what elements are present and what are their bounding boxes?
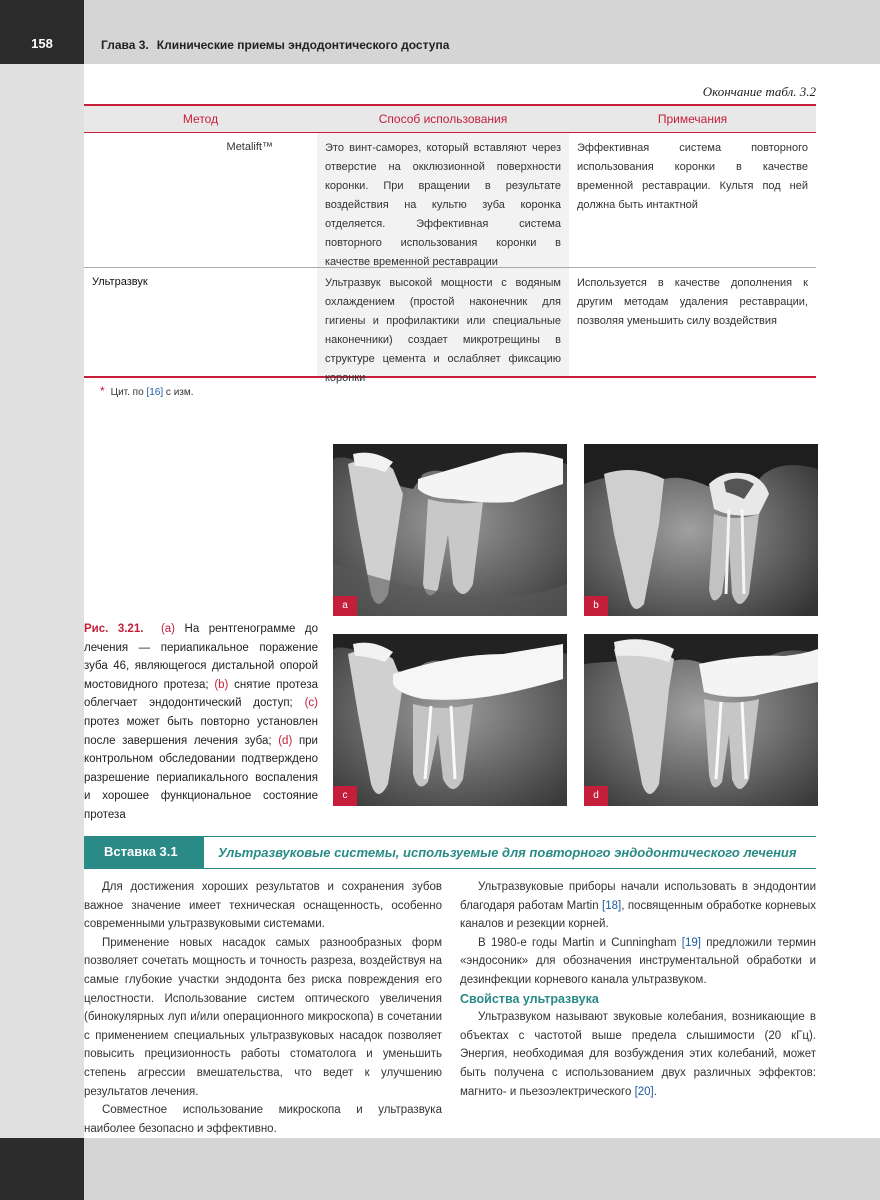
paragraph: Ультразвуковые приборы начали использовать в эндодонтии благодаря работам Martin [18], посвященным обработке корневых каналов и резекции корней. — [460, 881, 816, 931]
ref-link[interactable]: [20] — [634, 1085, 654, 1098]
body-column-right — [460, 878, 816, 1101]
table-footnote: * Цит. по [16] с изм. — [100, 384, 194, 398]
footnote-star: * — [100, 384, 105, 398]
footnote-ref-link[interactable]: [16] — [146, 387, 164, 398]
table-header — [84, 104, 816, 132]
footer-bar — [84, 1138, 880, 1200]
body-column-left — [84, 878, 442, 1138]
chapter-title: Клинические приемы эндодонтического доступа — [156, 38, 450, 52]
paragraph: Ультразвуком называют звуковые колебания, возникающие в объектах с частотой выше предела слышимости (20 кГц). Энергия, необходимая для возбуждения этих колебаний, может быть получена с использованием двух различных эффектов: магнито- и пьезоэлектрического [20]. — [460, 1011, 816, 1098]
cell-usage: Ультразвук высокой мощности с водяным охлаждением (простой наконечник для гигиены и профилактики или специальные наконечники) создает микротрещины в структуре цемента и ослабляет фиксацию коронки — [317, 268, 569, 376]
cell-method: Ультразвук — [92, 276, 148, 288]
paragraph: Применение новых насадок самых разнообразных форм позволяет сочетать мощность и точность разреза, воздействуя на самые глубокие участки эндодонта без риска повреждения его целостности. Использование систем оптического увеличения (бинокулярных луп и/или операционного микроскопа) в сочетании с применением специальных ультразвуковых насадок позволяет повысить прецизионность работы стоматолога и уменьшить степень агрессии вмешательства, что ведет к улучшению результатов лечения. — [84, 936, 442, 1098]
chapter-heading — [101, 38, 457, 52]
chapter-label: Глава 3. — [101, 38, 149, 52]
header-bar — [84, 0, 880, 64]
xray-image-a — [333, 444, 567, 616]
left-margin-strip — [0, 0, 84, 1200]
subheading: Свойства ультразвука — [460, 991, 599, 1006]
figure-label-d: d — [584, 786, 608, 806]
cell-notes: Используется в качестве дополнения к другим методам удаления реставрации, позволяя уменьшить силу воздействия — [577, 277, 808, 327]
figure-label-a: a — [333, 596, 357, 616]
insert-tag: Вставка 3.1 — [84, 836, 204, 868]
table-row — [84, 133, 816, 267]
figure-caption: Рис. 3.21. (a) На рентгенограмме до лечения — периапикальное поражение зуба 46, являющегося дистальной опорой мостовидного протеза; (b) снятие протеза облегчает эндодонтический доступ; (c) протез может быть повторно установлен после завершения лечения зуба; (d) при контрольном обследовании подтверждено разрешение периапикального воспаления и хорошее функциональное состояние протеза — [84, 623, 319, 821]
cell-method: Metalift™ — [226, 141, 273, 153]
figure-label-b: b — [584, 596, 608, 616]
xray-image-c — [333, 634, 567, 806]
figure-title: Рис. 3.21. — [84, 623, 144, 635]
page-number: 158 — [31, 36, 53, 51]
footer-corner — [0, 1138, 84, 1200]
methods-table — [84, 104, 816, 384]
paragraph: В 1980-е годы Martin и Cunningham [19] предложили термин «эндосоник» для обозначения инструментальной обработки и дезинфекции корневого канала ультразвуком. — [460, 936, 816, 986]
paragraph: Совместное использование микроскопа и ультразвука наиболее безопасно и эффективно. — [84, 1104, 442, 1135]
cell-notes: Эффективная система повторного использования коронки в качестве временной реставрации. Культя под ней должна быть интактной — [577, 142, 808, 211]
table-caption: Окончание табл. 3.2 — [702, 84, 816, 99]
figure-label-c: c — [333, 786, 357, 806]
xray-image-b — [584, 444, 818, 616]
page-number-box — [0, 0, 84, 64]
ref-link[interactable]: [18] — [602, 899, 622, 912]
col-header-usage: Способ использования — [378, 112, 508, 126]
ref-link[interactable]: [19] — [681, 936, 701, 949]
paragraph: Для достижения хороших результатов и сохранения зубов важное значение имеет техническая оснащенность, особенно современными ультразвуковыми системами. — [84, 881, 442, 931]
xray-image-d — [584, 634, 818, 806]
col-header-method: Метод — [182, 112, 219, 126]
table-row — [84, 268, 816, 384]
col-header-notes: Примечания — [657, 112, 728, 126]
insert-title: Ультразвуковые системы, используемые для повторного эндодонтического лечения — [218, 845, 797, 860]
cell-usage: Это винт-саморез, который вставляют через отверстие на окклюзионной поверхности коронки. При вращении в результате воздействия на культю зуба коронка отделяется. Эффективная система повторного использования коронки в качестве временной реставрации — [317, 133, 569, 267]
